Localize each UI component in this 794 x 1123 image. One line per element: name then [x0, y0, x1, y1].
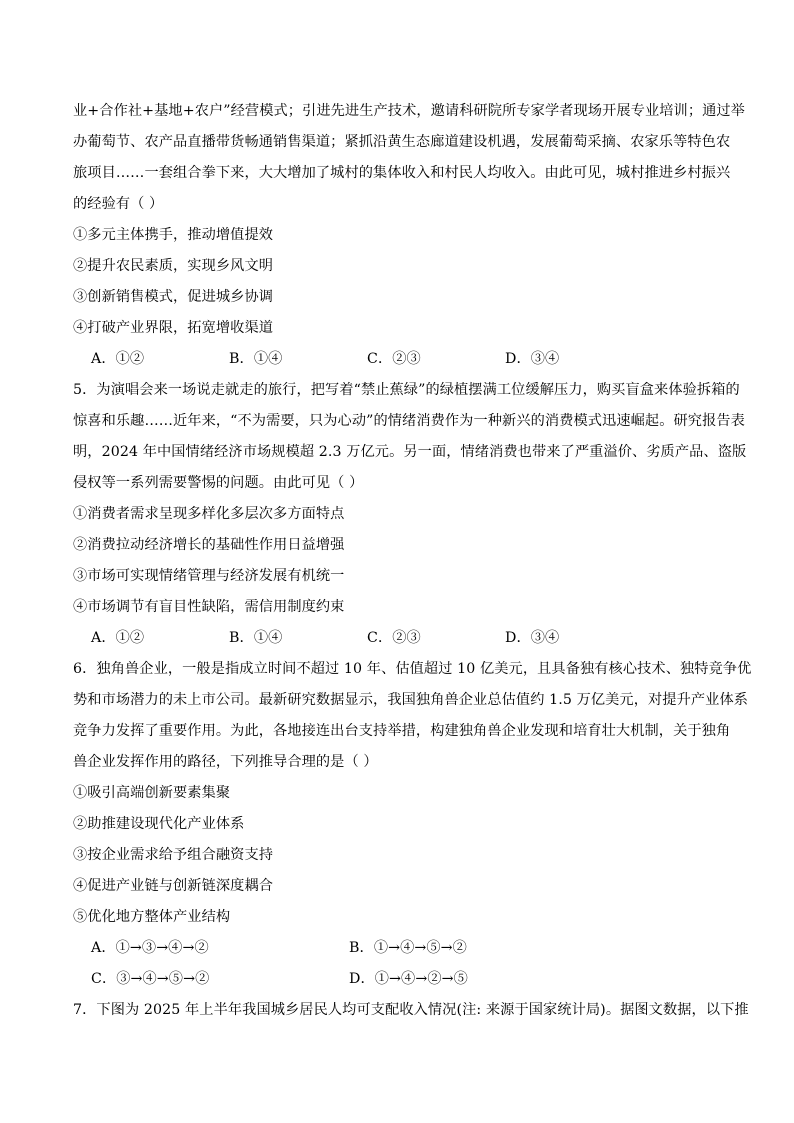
q5-line-1: 5．为演唱会来一场说走就走的旅行，把写着“禁止蕉绿”的绿植摆满工位缓解压力，购买盲盒来体验拆箱的 — [73, 382, 740, 398]
q6-statement-2: ②助推建设现代化产业体系 — [73, 816, 245, 832]
q5-statement-3: ③市场可实现情绪管理与经济发展有机统一 — [73, 568, 345, 584]
q4-option-a: A．①② — [91, 351, 145, 367]
q5-statement-2: ②消费拉动经济增长的基础性作用日益增强 — [73, 537, 345, 553]
q4-option-b: B．①④ — [229, 351, 283, 367]
q4-option-c: C．②③ — [367, 351, 421, 367]
q4-statement-2: ②提升农民素质，实现乡风文明 — [73, 258, 274, 274]
q6-statement-4: ④促进产业链与创新链深度耦合 — [73, 878, 274, 894]
q4-line-3: 旅项目……一套组合拳下来，大大增加了城村的集体收入和村民人均收入。由此可见，城村推进乡村振兴 — [73, 165, 731, 181]
q4-option-d: D．③④ — [505, 351, 560, 367]
q5-option-b: B．①④ — [229, 630, 283, 646]
q6-line-2: 势和市场潜力的未上市公司。最新研究数据显示，我国独角兽企业总估值约 1.5 万亿美元，对提升产业体系 — [73, 692, 749, 708]
q4-line-1: 业+合作社+基地+农户”经营模式；引进先进生产技术，邀请科研院所专家学者现场开展专业培训；通过举 — [73, 103, 745, 119]
q5-statement-1: ①消费者需求呈现多样化多层次多方面特点 — [73, 506, 345, 522]
q6-line-3: 竞争力发挥了重要作用。为此，各地接连出台支持举措，构建独角兽企业发现和培育壮大机制，关于独角 — [73, 723, 731, 739]
q5-line-3: 明，2024 年中国情绪经济市场规模超 2.3 万亿元。另一面，情绪消费也带来了严重溢价、劣质产品、盗版 — [73, 444, 747, 460]
q5-line-4: 侵权等一系列需要警惕的问题。由此可见（ ） — [73, 475, 364, 491]
q5-option-a: A．①② — [91, 630, 145, 646]
exam-page — [73, 96, 752, 1026]
q6-line-4: 兽企业发挥作用的路径，下列推导合理的是（ ） — [73, 754, 378, 770]
q6-options-row-1 — [73, 933, 739, 964]
q5-option-c: C．②③ — [367, 630, 421, 646]
q4-statement-1: ①多元主体携手，推动增值提效 — [73, 227, 274, 243]
q6-option-d: D．①→④→②→⑤ — [349, 971, 468, 987]
q6-statement-3: ③按企业需求给予组合融资支持 — [73, 847, 274, 863]
question-6 — [73, 654, 752, 995]
q6-options-row-2 — [73, 964, 739, 995]
q6-statement-5: ⑤优化地方整体产业结构 — [73, 909, 231, 925]
q5-option-d: D．③④ — [505, 630, 560, 646]
q6-option-a: A．①→③→④→② — [91, 940, 209, 956]
q6-line-1: 6．独角兽企业，一般是指成立时间不超过 10 年、估值超过 10 亿美元，且具备独有核心技术、独特竞争优 — [73, 661, 752, 677]
q4-line-4: 的经验有（ ） — [73, 196, 164, 212]
q7-line-1: 7．下图为 2025 年上半年我国城乡居民人均可支配收入情况(注: 来源于国家统计局)。据图文数据，以下推 — [73, 1002, 749, 1018]
q6-option-b: B．①→④→⑤→② — [349, 940, 467, 956]
question-7 — [73, 995, 749, 1026]
q4-statement-3: ③创新销售模式，促进城乡协调 — [73, 289, 274, 305]
q5-options — [73, 623, 739, 654]
question-5 — [73, 375, 747, 654]
q4-line-2: 办葡萄节、农产品直播带货畅通销售渠道；紧抓沿黄生态廊道建设机遇，发展葡萄采摘、农家乐等特色农 — [73, 134, 731, 150]
question-4 — [73, 96, 745, 375]
q6-statement-1: ①吸引高端创新要素集聚 — [73, 785, 231, 801]
q5-statement-4: ④市场调节有盲目性缺陷，需信用制度约束 — [73, 599, 345, 615]
q4-statement-4: ④打破产业界限，拓宽增收渠道 — [73, 320, 274, 336]
q6-option-c: C．③→④→⑤→② — [91, 971, 210, 987]
q4-options — [73, 344, 739, 375]
q5-line-2: 惊喜和乐趣……近年来，“不为需要，只为心动”的情绪消费作为一种新兴的消费模式迅速崛起。研究报告表 — [73, 413, 745, 429]
